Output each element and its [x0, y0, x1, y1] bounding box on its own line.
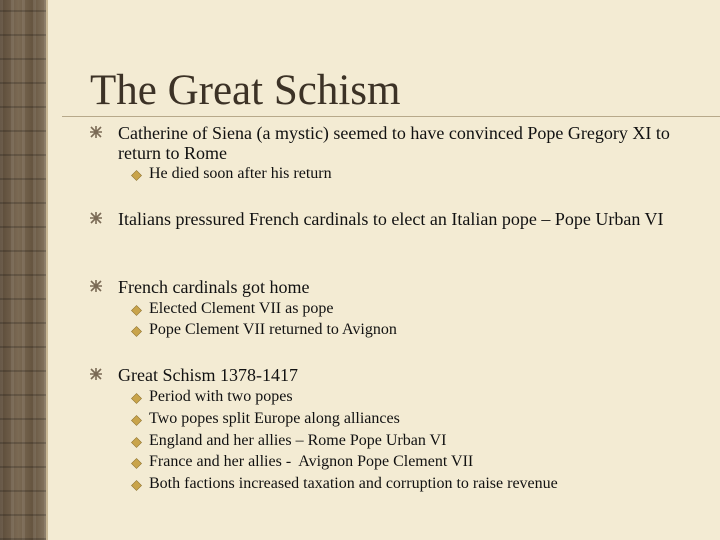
cross-bullet-icon [89, 279, 103, 293]
sub-bullet-text: He died soon after his return [149, 165, 332, 182]
bullet-text: French cardinals got home [118, 277, 310, 297]
diamond-bullet-icon [131, 326, 142, 337]
sub-bullet-text: Two popes split Europe along alliances [149, 410, 400, 427]
cross-bullet-icon [89, 211, 103, 225]
sub-bullet-text: Both factions increased taxation and corruption to raise revenue [149, 475, 558, 492]
diamond-bullet-icon [131, 458, 142, 469]
cross-bullet-icon [89, 125, 103, 139]
bullet-text: Italians pressured French cardinals to elect an Italian pope – Pope Urban VI [118, 209, 664, 229]
cross-bullet-icon [89, 367, 103, 381]
diamond-bullet-icon [131, 393, 142, 404]
slide-title: The Great Schism [90, 67, 401, 114]
diamond-bullet-icon [131, 305, 142, 316]
sub-bullet-text: England and her allies – Rome Pope Urban VI [149, 432, 447, 449]
sub-bullet-text: Elected Clement VII as pope [149, 300, 334, 317]
sub-bullet-text: Period with two popes [149, 388, 293, 405]
diamond-bullet-icon [131, 437, 142, 448]
diamond-bullet-icon [131, 480, 142, 491]
bullet-text: Catherine of Siena (a mystic) seemed to have convinced Pope Gregory XI to return to Rome [118, 123, 670, 163]
sub-bullet-text: Pope Clement VII returned to Avignon [149, 321, 397, 338]
diamond-bullet-icon [131, 415, 142, 426]
bullet-text: Great Schism 1378-1417 [118, 365, 298, 385]
diamond-bullet-icon [131, 170, 142, 181]
sub-bullet-text: France and her allies - Avignon Pope Clement VII [149, 453, 474, 470]
